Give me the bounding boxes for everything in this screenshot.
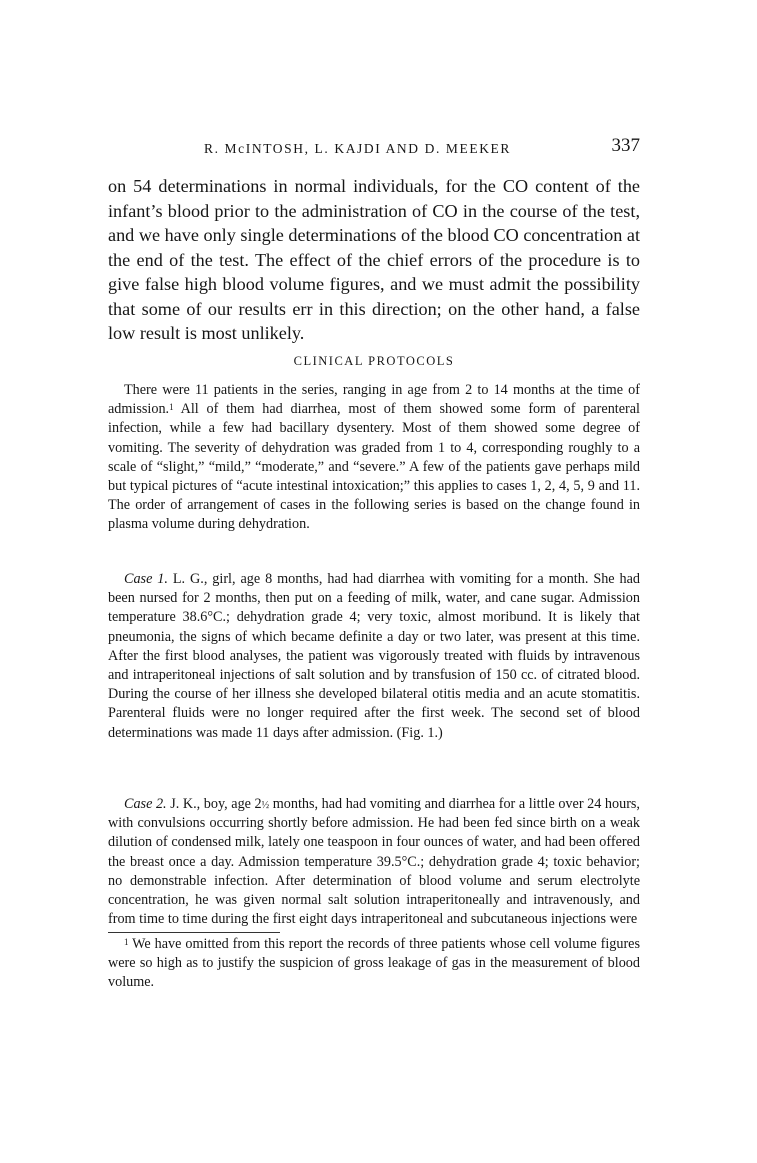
case-2-body-start: J. K., boy, age 2 [166, 796, 262, 812]
case-1-body: L. G., girl, age 8 months, had had diarrhea with vomiting for a month. She had been nursed for 2 months, then put on a feeding of milk, water, and cane sugar. Admission temperature 38.6°C.; dehydration grade 4; very toxic, almost moribund. It is likely that pneumonia, the signs of which became definite a day or two later, was present at this time. After the first blood analyses, the patient was vigorously treated with fluids by intravenous and intraperitoneal injections of salt solution and by transfusion of 150 cc. of citrated blood. During the course of her illness she developed bilateral otitis media and an acute stomatitis. Parenteral fluids were no longer required after the first week. The second set of blood determinations was made 11 days after admission. (Fig. 1.) [108, 571, 641, 741]
protocols-paragraph-text [108, 381, 640, 535]
footnote-mark: 1 [124, 937, 129, 947]
footnote-rule [108, 932, 280, 933]
lead-paragraph-text: on 54 determinations in normal individuals, for the CO content of the infant’s blood prior to the administration of CO in the course of the test, and we have only single determinations of the blood CO concentration at the end of the test. The effect of the chief errors of the procedure is to give false high blood volume figures, and we must admit the possibility that some of our results err in this direction; on the other hand, a false low result is most unlikely. [108, 176, 640, 343]
running-head-authors: R. McINTOSH, L. KAJDI AND D. MEEKER [204, 141, 511, 156]
protocols-paragraph [108, 381, 640, 535]
age-fraction: ½ [261, 800, 270, 811]
case-2-label: Case 2. [124, 796, 167, 812]
footnote-text [108, 935, 640, 993]
section-heading: CLINICAL PROTOCOLS [293, 354, 455, 368]
footnote-ref-mark: 1 [169, 402, 174, 413]
lead-paragraph [108, 174, 640, 346]
case-2-text [108, 795, 640, 929]
footnote-body: We have omitted from this report the records of three patients whose cell volume figures were so high as to justify the suspicion of gross leakage of gas in the measurement of blood volume. [108, 936, 640, 991]
page-number: 337 [611, 135, 640, 156]
running-head [108, 137, 640, 161]
protocols-text-rest: All of them had diarrhea, most of them showed some form of parenteral infection, while a few had bacillary dysentery. Most of them showed some degree of vomiting. The severity of dehydration was graded from 1 to 4, corresponding roughly to a scale of “slight,” “mild,” “moderate,” and “severe.” A few of the patients gave perhaps mild but typical pictures of “acute intestinal intoxication;” this applies to cases 1, 2, 4, 5, 9 and 11. The order of arrangement of cases in the following series is based on the change found in plasma volume during dehydration. [108, 401, 640, 533]
protocols-text-start: There were 11 patients in the series, ranging in age from 2 to 14 months at the time of admission. [108, 382, 640, 418]
footnote [108, 935, 640, 993]
case-2-paragraph [108, 795, 640, 929]
case-1-label: Case 1. [124, 571, 168, 587]
case-1-paragraph [108, 570, 640, 743]
case-1-text [108, 570, 640, 743]
case-2-body-rest: months, had had vomiting and diarrhea for a little over 24 hours, with convulsions occurring shortly before admission. He had been fed since birth on a weak dilution of condensed milk, lately one teaspoon in four ounces of water, and had been offered the breast once a day. Admission temperature 39.5°C.; dehydration grade 4; toxic behavior; no demonstrable infection. After determination of blood volume and serum electrolyte concentration, he was given normal salt solution intraperitoneally and intravenously, and from time to time during the first eight days intraperitoneal and subcutaneous injections were [108, 796, 640, 928]
